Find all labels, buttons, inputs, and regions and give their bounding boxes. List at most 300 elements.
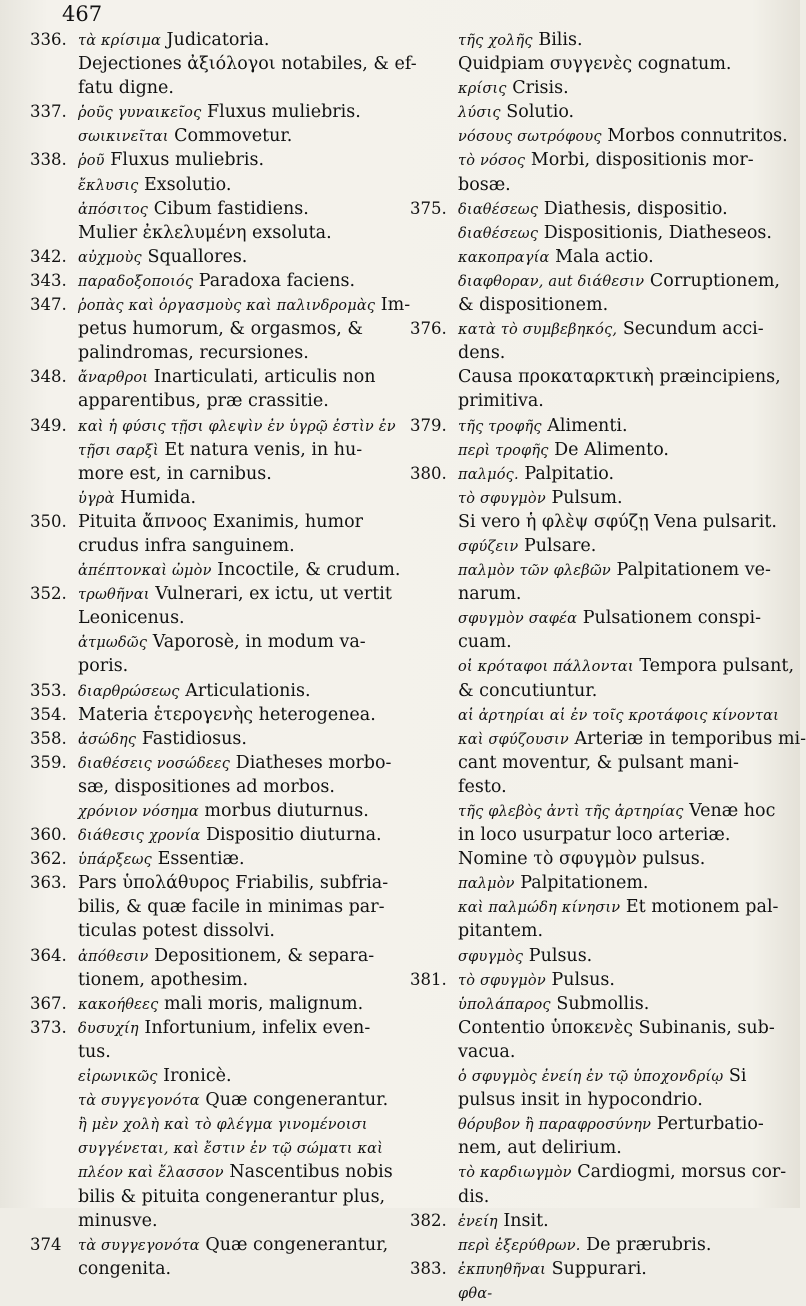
latin-translation: bosæ. [458,174,511,195]
latin-translation: Pulsus. [528,945,593,966]
entry-text [458,558,790,583]
greek-term: περὶ ἐξερύθρων. [458,1237,581,1254]
latin-translation: Mulier ἐκλελυμένη exsoluta. [78,222,332,243]
left-entry-line [30,389,405,413]
right-entry-line [410,245,790,269]
right-entry-line [410,558,790,582]
greek-term: διαθέσεως [458,201,539,218]
entry-text [458,1112,790,1137]
entry-text [458,992,790,1017]
greek-term: χρόνιον νόσημα [78,804,199,820]
left-entry-line [30,414,405,438]
greek-term: τὸ σφυγμὸν [458,490,546,507]
greek-term: τῆς χολῆς [458,33,533,49]
greek-term: αὐχμοὺς [78,249,142,266]
entry-text [78,751,405,776]
left-entry-line [30,124,405,148]
right-entry-line [410,1257,790,1281]
entry-text [458,293,790,318]
latin-translation: morbus diuturnus. [204,801,369,821]
latin-translation: Tempora pulsant, [639,656,795,677]
latin-translation: Insit. [503,1210,549,1231]
greek-term: ἀπόθεσιν [78,948,149,965]
right-entry-line [410,510,790,534]
left-entry-line [30,52,417,76]
right-entry-line [410,1185,790,1209]
entry-text [78,148,405,173]
right-entry-line [410,799,790,823]
latin-translation: Commovetur. [174,126,293,147]
entry-number: 375. [410,198,447,218]
latin-translation: cuam. [458,632,512,653]
right-entry-line [410,76,790,100]
right-entry-line [410,895,790,919]
entry-text [458,221,790,246]
latin-translation: Bilis. [538,30,583,50]
latin-translation: Vulnerari, ex ictu, ut vertit [155,584,392,605]
latin-translation: Fluxus muliebris. [110,150,265,171]
greek-term: ῥοῦ [78,153,105,170]
greek-term: σφυγμὸς [458,948,524,965]
entry-text [458,1209,790,1234]
entry-number: 342. [30,246,67,266]
latin-translation: Ironicè. [163,1066,232,1087]
left-entry-line [30,775,405,799]
entry-text [458,389,790,414]
entry-number: 350. [30,511,67,531]
entry-text [458,1088,790,1113]
left-entry-line [30,534,405,558]
latin-translation: Quæ congenerantur. [205,1090,389,1111]
left-entry-line [30,221,405,245]
entry-text [458,510,790,535]
left-entry-line [30,727,405,751]
left-entry-line [30,1160,405,1184]
entry-text [458,606,790,631]
latin-translation: & concutiuntur. [458,680,598,701]
greek-term: ῥοῦς γυναικεῖος [78,105,202,122]
greek-term: τὸ καρδιωγμὸν [458,1165,572,1182]
greek-term: οἱ κρόταφοι πάλλονται [458,659,634,676]
latin-translation: Cardiogmi, morsus cor- [577,1162,787,1183]
right-entry-line [410,1016,790,1040]
greek-term: τῇσι σαρξὶ [78,442,159,459]
greek-term: κακοήθεες [78,996,159,1013]
latin-translation: Mala actio. [555,246,654,267]
latin-translation: festo. [458,776,507,797]
entry-text [458,1040,790,1065]
right-entry-line [410,654,795,678]
entry-text [78,871,405,896]
left-entry-line [30,968,405,992]
left-entry-line [30,510,405,534]
entry-text [458,534,790,559]
entry-text [458,148,790,173]
latin-translation: Humida. [120,487,197,508]
latin-translation: Si [728,1066,747,1087]
right-entry-line [410,1160,790,1184]
right-entry-line [410,414,790,438]
greek-term: ἀπόσιτος [78,201,149,218]
latin-translation: ticulas potest dissolvi. [78,921,275,942]
latin-translation: Judicatoria. [166,30,270,50]
entry-text [458,630,790,655]
latin-translation: apparentibus, præ crassitie. [78,391,329,412]
left-column [30,28,417,1281]
right-column [410,28,806,1305]
right-entry-line [410,751,790,775]
right-entry-line [410,438,790,462]
right-entry-line [410,1088,790,1112]
entry-text [78,534,405,559]
latin-translation: Nascentibus nobis [229,1162,393,1183]
left-entry-line [30,895,405,919]
latin-translation: Palpitationem ve- [616,560,771,581]
latin-translation: Squallores. [147,246,248,267]
right-entry-line [410,1136,790,1160]
right-entry-line [410,775,790,799]
latin-translation: Si vero ἡ φλὲψ σφύζῃ Vena pulsarit. [458,511,777,532]
right-entry-line [410,679,790,703]
entry-number: 358. [30,728,67,748]
right-entry-line [410,293,790,317]
greek-term: ῥοπὰς καὶ ὀργασμοὺς καὶ παλινδρομὰς [78,298,376,315]
right-entry-line [410,1209,790,1233]
right-entry-line [410,1233,790,1257]
entry-text [458,245,790,270]
left-entry-line [30,1185,405,1209]
entry-text [458,1281,790,1306]
entry-text [78,703,405,728]
right-entry-line [410,365,790,389]
right-entry-line [410,197,790,221]
entry-text [458,1257,790,1282]
greek-term: ἢ μὲν χολὴ καὶ τὸ φλέγμα γινομένοισι [78,1117,368,1134]
latin-translation: & dispositionem. [458,295,609,316]
latin-translation: Corruptionem, [649,270,780,291]
latin-translation: narum. [458,584,522,605]
entry-text [458,317,790,342]
entry-text [78,968,405,993]
greek-term: ἔκλυσις [78,177,139,194]
greek-term: σωικινεῖται [78,129,169,146]
left-entry-line [30,148,405,172]
greek-term: κατὰ τὸ συμβεβηκός, [458,322,618,339]
entry-text [78,76,405,101]
latin-translation: Vaporosè, in modum va- [152,632,366,653]
greek-term: καὶ ἡ φύσις τῇσι φλεψὶν ἐν ὑγρῷ ἐστὶν ἐν [78,418,396,435]
right-entry-line [410,1064,790,1088]
entry-text [458,76,790,101]
greek-term: δυσυχίη [78,1020,139,1037]
latin-translation: Pulsationem conspi- [582,608,762,629]
entry-text [78,317,405,342]
greek-term: θόρυβον ἢ παραφροσύνην [458,1117,652,1134]
entry-text [458,775,790,800]
entry-text [458,654,794,679]
entry-text [78,1064,405,1089]
latin-translation: Incoctile, & crudum. [217,560,401,581]
entry-text [78,1040,405,1065]
greek-term: διαρθρώσεως [78,683,180,700]
latin-translation: Causa προκαταρκτικὴ præincipiens, [458,367,781,388]
latin-translation: Dispositionis, Diatheseos. [543,222,772,243]
latin-translation: dens. [458,343,506,364]
right-entry-line [410,823,790,847]
right-entry-line [410,173,790,197]
left-entry-line [30,100,405,124]
latin-translation: Pulsum. [551,487,623,508]
latin-translation: crudus infra sanguinem. [78,535,295,556]
latin-translation: Cibum fastidiens. [153,198,309,219]
left-entry-line [30,462,405,486]
left-entry-line [30,630,405,654]
left-entry-line [30,269,405,293]
greek-term: φθα- [458,1285,493,1302]
entry-text [458,341,790,366]
left-entry-line [30,1209,405,1233]
entry-number: 338. [30,150,67,170]
entry-text [78,438,405,463]
latin-translation: Dispositio diuturna. [205,825,382,846]
entry-text [78,293,410,318]
left-entry-line [30,919,405,943]
entry-text [78,52,417,77]
greek-term: διαθέσεως [458,225,539,242]
entry-text [78,582,405,607]
greek-term: τῆς φλεβὸς ἀντὶ τῆς ἀρτηρίας [458,804,684,820]
entry-text [458,365,790,390]
right-entry-line [410,124,790,148]
entry-text [458,871,790,896]
latin-translation: Venæ hoc [689,801,776,821]
greek-term: τρωθῆναι [78,587,150,604]
latin-translation: dis. [458,1186,490,1207]
entry-text [458,1136,790,1161]
entry-number: 359. [30,752,67,772]
latin-translation: Secundum acci- [622,319,764,340]
latin-translation: Diathesis, dispositio. [543,198,728,219]
entry-number: 380. [410,463,447,483]
left-entry-line [30,823,405,847]
entry-text [78,823,405,848]
entry-text [78,221,405,246]
entry-text [458,895,790,920]
left-entry-line [30,944,405,968]
right-entry-line [410,1040,790,1064]
entry-number: 364. [30,945,67,965]
latin-translation: Pulsare. [523,535,597,556]
latin-translation: Solutio. [506,102,575,123]
left-entry-line [30,1233,405,1257]
left-entry-line [30,1088,405,1112]
entry-text [78,847,405,872]
entry-number: 347. [30,295,67,315]
page-number: 467 [62,2,103,26]
entry-text [458,414,790,439]
entry-text [78,992,405,1017]
latin-translation: Et natura venis, in hu- [164,439,363,460]
latin-translation: Perturbatio- [656,1114,764,1135]
greek-term: παλμὸν [458,876,515,893]
entry-text [78,919,405,944]
entry-text [78,486,405,511]
greek-term: κακοπραγία [458,249,550,266]
entry-text [78,895,405,920]
greek-term: διαφθοραν, aut διάθεσιν [458,273,645,290]
entry-text [78,1112,405,1137]
latin-translation: Paradoxa faciens. [198,270,356,291]
latin-translation: Articulationis. [185,680,311,701]
entry-text [78,462,405,487]
latin-translation: Quidpiam συγγενὲς cognatum. [458,54,732,75]
entry-text [458,847,790,872]
right-entry-line [410,727,806,751]
entry-text [78,1088,405,1113]
entry-text [78,727,405,752]
entry-number: 367. [30,993,67,1013]
entry-text [458,52,790,77]
latin-translation: Im- [380,295,411,316]
entry-text [78,1257,405,1282]
latin-translation: cant moventur, & pulsant mani- [458,752,739,773]
entry-text [458,1016,790,1041]
latin-translation: Palpitatio. [524,463,615,484]
greek-term: τὰ κρίσιμα [78,33,161,49]
latin-translation: minusve. [78,1210,158,1231]
entry-text [78,1136,405,1161]
entry-text [78,510,405,535]
entry-text [458,486,790,511]
latin-translation: Morbi, dispositionis mor- [530,150,754,171]
greek-term: ἀτμωδῶς [78,635,148,652]
right-entry-line [410,28,790,52]
greek-term: ἄναρθροι [78,370,149,387]
greek-term: τὰ συγγεγονότα [78,1237,200,1254]
left-entry-line [30,1064,405,1088]
left-entry-line [30,197,405,221]
latin-translation: Crisis. [512,78,569,99]
entry-text [78,775,405,800]
entry-number: 360. [30,825,67,845]
entry-text [458,1160,790,1185]
left-entry-line [30,293,411,317]
right-entry-line [410,703,790,727]
left-entry-line [30,847,405,871]
greek-term: αἱ ἀρτηρίαι αἱ ἐν τοῖς κροτάφοις κίνονται [458,707,779,724]
right-entry-line [410,1281,790,1305]
right-entry-line [410,486,790,510]
latin-translation: Essentiæ. [157,849,245,870]
right-entry-line [410,221,790,245]
entry-text [78,944,405,969]
entry-number: 381. [410,969,447,989]
latin-translation: Arteriæ in temporibus mi- [574,728,806,749]
left-entry-line [30,365,405,389]
latin-translation: nem, aut delirium. [458,1138,622,1159]
greek-term: τὸ σφυγμὸν [458,972,546,989]
greek-term: νόσους σωτρόφους [458,129,602,146]
left-entry-line [30,28,405,52]
latin-translation: poris. [78,656,129,677]
entry-number: 376. [410,319,447,339]
entry-text [78,606,405,631]
entry-text [458,823,790,848]
latin-translation: mali moris, malignum. [164,993,364,1014]
entry-text [458,462,790,487]
entry-text [78,679,405,704]
greek-term: σφυγμὸν σαφέα [458,611,578,628]
latin-translation: in loco usurpatur loco arteriæ. [458,825,731,846]
entry-text [458,799,790,824]
entry-number: 352. [30,584,67,604]
right-entry-line [410,534,790,558]
greek-term: σφύζειν [458,538,519,555]
left-entry-line [30,679,405,703]
latin-translation: Alimenti. [547,415,628,436]
right-entry-line [410,968,790,992]
entry-text [78,558,405,583]
entry-text [458,679,790,704]
latin-translation: Contentio ὑποκενὲς Subinanis, sub- [458,1017,775,1038]
entry-text [78,341,405,366]
left-entry-line [30,438,405,462]
greek-term: καὶ σφύζουσιν [458,731,569,748]
entry-text [78,1209,405,1234]
latin-translation: pitantem. [458,921,544,942]
right-entry-line [410,100,790,124]
latin-translation: De prærubris. [586,1234,712,1255]
entry-number: 382. [410,1210,447,1230]
entry-number: 362. [30,849,67,869]
greek-term: ἐκπυηθῆναι [458,1261,547,1278]
entry-number: 383. [410,1258,447,1278]
left-entry-line [30,1112,405,1136]
latin-translation: tionem, apothesim. [78,969,249,990]
left-entry-line [30,1016,405,1040]
greek-term: καὶ παλμώδη κίνησιν [458,900,621,917]
right-entry-line [410,317,790,341]
entry-text [458,100,790,125]
latin-translation: petus humorum, & orgasmos, & [78,319,363,340]
entry-number: 353. [30,680,67,700]
greek-term: ἀπέπτονκαὶ ὠμὸν [78,563,212,580]
left-entry-line [30,606,405,630]
right-entry-line [410,606,790,630]
entry-text [458,438,790,463]
entry-number: 363. [30,873,67,893]
left-entry-line [30,245,405,269]
right-entry-line [410,148,790,172]
right-entry-line [410,582,790,606]
greek-term: περὶ τροφῆς [458,442,549,459]
entry-text [78,414,405,439]
left-entry-line [30,1136,405,1160]
greek-term: εἰρωνικῶς [78,1069,158,1086]
entry-text [78,1233,405,1258]
left-entry-line [30,341,405,365]
entry-number: 373. [30,1017,67,1037]
entry-text [78,1016,405,1041]
entry-text [458,703,790,728]
left-entry-line [30,582,405,606]
greek-term: ἐνείη [458,1213,498,1230]
entry-number: 374 [30,1234,62,1254]
latin-translation: Quæ congenerantur, [205,1234,389,1255]
entry-text [458,919,790,944]
entry-text [458,1064,790,1089]
latin-translation: pulsus insit in hypocondrio. [458,1090,703,1111]
